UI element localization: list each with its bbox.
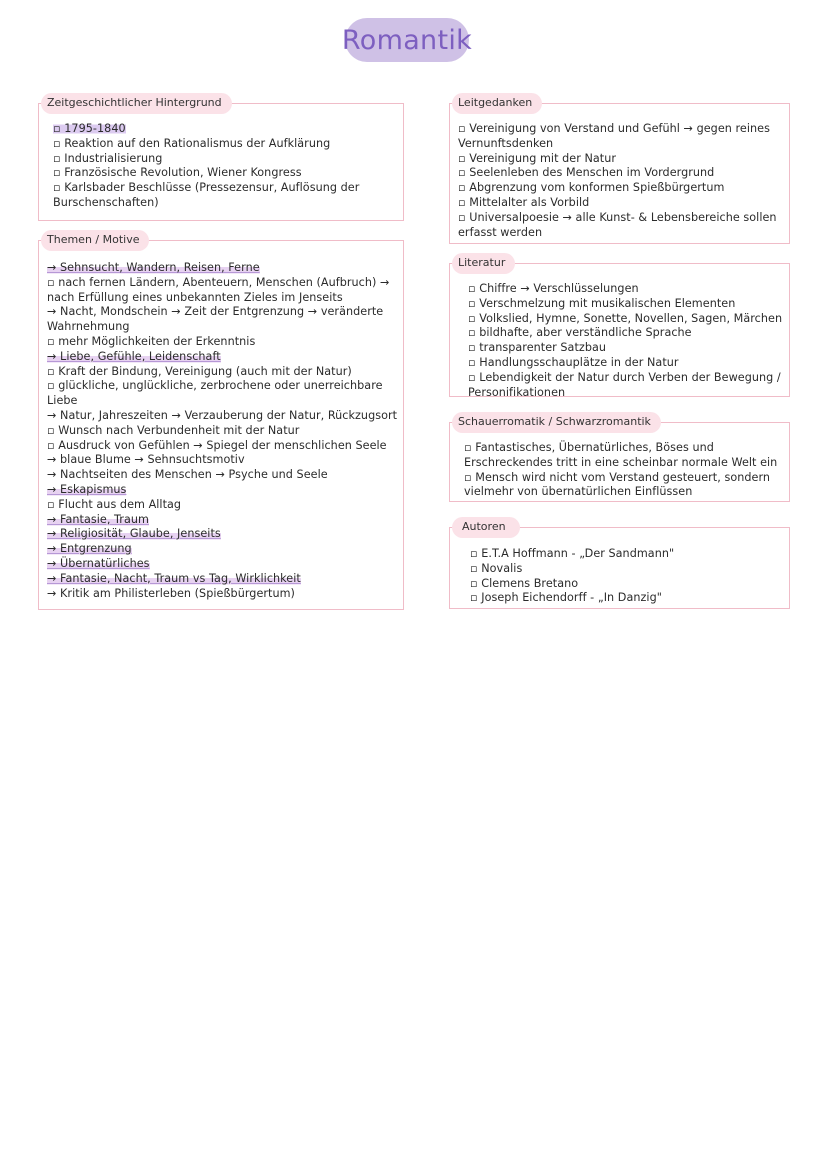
list-item: ▫ Reaktion auf den Rationalismus der Aufklärung — [53, 136, 331, 150]
list-item: ▫ E.T.A Hoffmann - „Der Sandmann" — [470, 547, 675, 560]
list-item: Wahrnehmung — [47, 320, 130, 334]
section-label: Leitgedanken — [452, 93, 542, 114]
list-item: ▫ Handlungsschauplätze in der Natur — [468, 355, 679, 369]
list-item: ▫ Verschmelzung mit musikalischen Elementen — [468, 296, 736, 310]
list-item: Vernunftsdenken — [458, 136, 554, 150]
list-item: ▫ Lebendigkeit der Natur durch Verben der Bewegung / — [468, 370, 781, 384]
list-item: Burschenschaften) — [53, 195, 159, 209]
list-item: → Liebe, Gefühle, Leidenschaft — [47, 349, 221, 363]
list-item: ▫ Chiffre → Verschlüsselungen — [468, 282, 639, 295]
section-label: Schauerromatik / Schwarzromantik — [452, 412, 661, 433]
section-label: Autoren — [452, 517, 520, 538]
list-item: vielmehr von übernatürlichen Einflüssen — [464, 485, 693, 499]
list-item: ▫ Ausdruck von Gefühlen → Spiegel der menschlichen Seele — [47, 438, 387, 452]
list-item: → Natur, Jahreszeiten → Verzauberung der Natur, Rückzugsort — [47, 408, 398, 422]
list-item: ▫ Mensch wird nicht vom Verstand gesteuert, sondern — [464, 470, 771, 484]
list-item: → Religiosität, Glaube, Jenseits — [47, 527, 221, 541]
list-item: Erschreckendes tritt in eine scheinbar normale Welt ein — [464, 455, 778, 469]
list-item: ▫ Vereinigung von Verstand und Gefühl → gegen reines — [458, 122, 770, 135]
list-item: → Sehnsucht, Wandern, Reisen, Ferne — [47, 261, 260, 274]
list-item: ▫ Joseph Eichendorff - „In Danzig" — [470, 591, 662, 605]
list-item: → Eskapismus — [47, 482, 127, 496]
section-body — [458, 282, 781, 400]
section-body — [458, 441, 781, 500]
section-schauerromantik — [449, 415, 790, 502]
section-autoren — [449, 520, 790, 609]
list-item: ▫ nach fernen Ländern, Abenteuern, Menschen (Aufbruch) → — [47, 275, 390, 289]
section-label: Literatur — [452, 253, 515, 274]
list-item: ▫ Wunsch nach Verbundenheit mit der Natur — [47, 423, 300, 437]
list-item: ▫ Seelenleben des Menschen im Vordergrund — [458, 166, 715, 180]
section-body — [47, 122, 395, 211]
list-item: ▫ Kraft der Bindung, Vereinigung (auch mit der Natur) — [47, 364, 352, 378]
list-item: ▫ Mittelalter als Vorbild — [458, 195, 590, 209]
section-themen — [38, 233, 404, 610]
list-item: ▫ Novalis — [470, 561, 523, 575]
list-item: ▫ Universalpoesie → alle Kunst- & Lebensbereiche sollen — [458, 210, 777, 224]
list-item: erfasst werden — [458, 225, 543, 239]
list-item: ▫ Französische Revolution, Wiener Kongress — [53, 166, 302, 180]
page-title: Romantik — [345, 18, 469, 62]
list-item: Liebe — [47, 394, 78, 408]
list-item: Personifikationen — [468, 385, 566, 399]
list-item: → blaue Blume → Sehnsuchtsmotiv — [47, 453, 245, 467]
list-item: ▫ 1795-1840 — [53, 122, 126, 135]
section-body — [458, 546, 781, 606]
list-item: ▫ mehr Möglichkeiten der Erkenntnis — [47, 334, 256, 348]
list-item: ▫ Volkslied, Hymne, Sonette, Novellen, Sagen, Märchen — [468, 311, 783, 325]
list-item: ▫ transparenter Satzbau — [468, 341, 607, 355]
list-item: → Fantasie, Traum — [47, 512, 149, 526]
list-item: ▫ bildhafte, aber verständliche Sprache — [468, 326, 692, 340]
list-item: ▫ Industrialisierung — [53, 151, 163, 165]
list-item: ▫ Abgrenzung vom konformen Spießbürgertum — [458, 181, 725, 195]
section-body — [47, 259, 398, 601]
list-item: ▫ Vereinigung mit der Natur — [458, 151, 617, 165]
section-leitgedanken — [449, 96, 790, 244]
section-body — [458, 122, 781, 240]
list-item: → Übernatürliches — [47, 556, 150, 570]
list-item: ▫ Flucht aus dem Alltag — [47, 497, 182, 511]
list-item: → Kritik am Philisterleben (Spießbürgertum) — [47, 586, 295, 600]
section-literatur — [449, 256, 790, 399]
list-item: ▫ Fantastisches, Übernatürliches, Böses und — [464, 441, 714, 454]
list-item: ▫ Karlsbader Beschlüsse (Pressezensur, Auflösung der — [53, 181, 360, 195]
section-hintergrund — [38, 96, 404, 221]
list-item: nach Erfüllung eines unbekannten Zieles im Jenseits — [47, 290, 343, 304]
list-item: ▫ Clemens Bretano — [470, 576, 579, 590]
list-item: ▫ glückliche, unglückliche, zerbrochene oder unerreichbare — [47, 379, 383, 393]
list-item: → Nachtseiten des Menschen → Psyche und Seele — [47, 468, 328, 482]
section-label: Themen / Motive — [41, 230, 149, 251]
list-item: → Nacht, Mondschein → Zeit der Entgrenzung → veränderte — [47, 305, 384, 319]
list-item: → Entgrenzung — [47, 542, 132, 556]
list-item: → Fantasie, Nacht, Traum vs Tag, Wirklichkeit — [47, 571, 301, 585]
section-label: Zeitgeschichtlicher Hintergrund — [41, 93, 232, 114]
